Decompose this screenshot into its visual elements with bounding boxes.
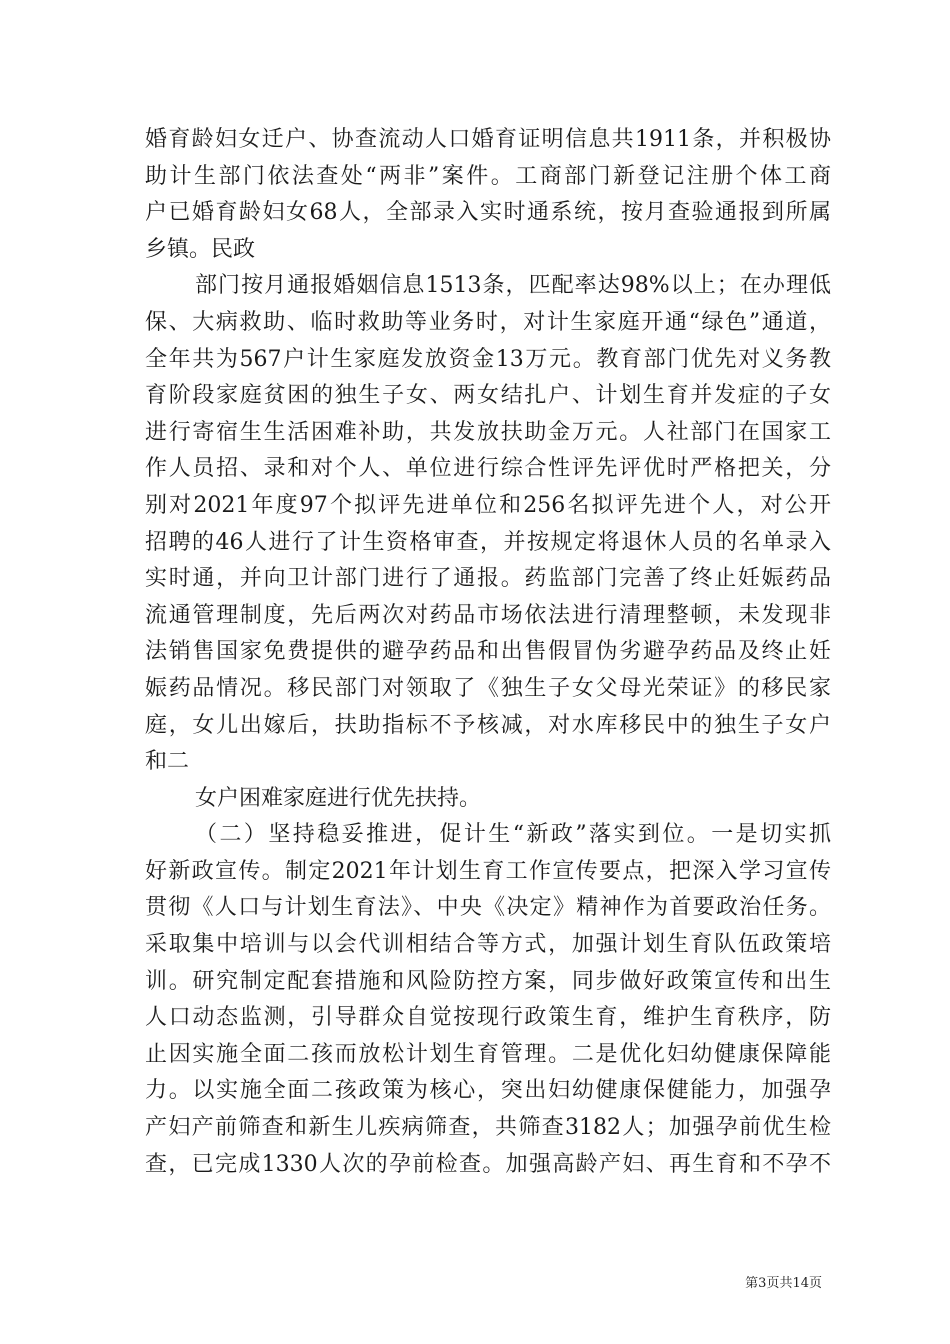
text-line: 助计生部门依法查处“两非”案件。工商部门新登记注册个体工商 [145,163,831,189]
text-line: 产妇产前筛查和新生儿疾病筛查，共筛查3182人；加强孕前优生检 [145,1115,831,1141]
text-line: 庭，女儿出嫁后，扶助指标不予核减，对水库移民中的独生子女户 [145,712,831,738]
text-line: 流通管理制度，先后两次对药品市场依法进行清理整顿，未发现非 [145,602,831,628]
text-line: 招聘的46人进行了计生资格审查，并按规定将退休人员的名单录入 [145,529,831,555]
text-line: 贯彻《人口与计划生育法》、中央《决定》精神作为首要政治任务。 [145,895,831,921]
text-line: （二）坚持稳妥推进，促计生“新政”落实到位。一是切实抓 [195,822,831,848]
document-body [145,122,831,1183]
text-line: 和二 [145,749,190,775]
text-line: 进行寄宿生生活困难补助，共发放扶助金万元。人社部门在国家工 [145,419,831,445]
text-line: 作人员招、录和对个人、单位进行综合性评先评优时严格把关，分 [145,456,831,482]
page-number: 第3页共14页 [745,1276,822,1291]
text-line: 查，已完成1330人次的孕前检查。加强高龄产妇、再生育和不孕不 [145,1151,831,1177]
text-line: 全年共为567户计生家庭发放资金13万元。教育部门优先对义务教 [145,346,831,372]
text-line: 止因实施全面二孩而放松计划生育管理。二是优化妇幼健康保障能 [145,1041,831,1067]
text-line: 训。研究制定配套措施和风险防控方案，同步做好政策宣传和出生 [145,968,831,994]
text-line: 保、大病救助、临时救助等业务时，对计生家庭开通“绿色”通道， [145,309,831,335]
text-line: 力。以实施全面二孩政策为核心，突出妇幼健康保健能力，加强孕 [145,1078,831,1104]
text-line: 育阶段家庭贫困的独生子女、两女结扎户、计划生育并发症的子女 [145,383,831,409]
text-line: 女户困难家庭进行优先扶持。 [195,785,482,811]
text-line: 人口动态监测，引导群众自觉按现行政策生育，维护生育秩序，防 [145,1005,831,1031]
text-line: 部门按月通报婚姻信息1513条，匹配率达98%以上；在办理低 [195,273,831,299]
text-line: 采取集中培训与以会代训相结合等方式，加强计划生育队伍政策培 [145,932,831,958]
text-line: 法销售国家免费提供的避孕药品和出售假冒伪劣避孕药品及终止妊 [145,639,831,665]
text-line: 好新政宣传。制定2021年计划生育工作宣传要点，把深入学习宣传 [145,858,831,884]
text-line: 乡镇。民政 [145,236,256,262]
text-line: 实时通，并向卫计部门进行了通报。药监部门完善了终止妊娠药品 [145,566,831,592]
text-line: 户已婚育龄妇女68人，全部录入实时通系统，按月查验通报到所属 [145,200,831,226]
text-line: 娠药品情况。移民部门对领取了《独生子女父母光荣证》的移民家 [145,675,831,701]
text-line: 婚育龄妇女迁户、协查流动人口婚育证明信息共1911条，并积极协 [145,127,831,152]
text-line: 别对2021年度97个拟评先进单位和256名拟评先进个人，对公开 [145,492,831,518]
